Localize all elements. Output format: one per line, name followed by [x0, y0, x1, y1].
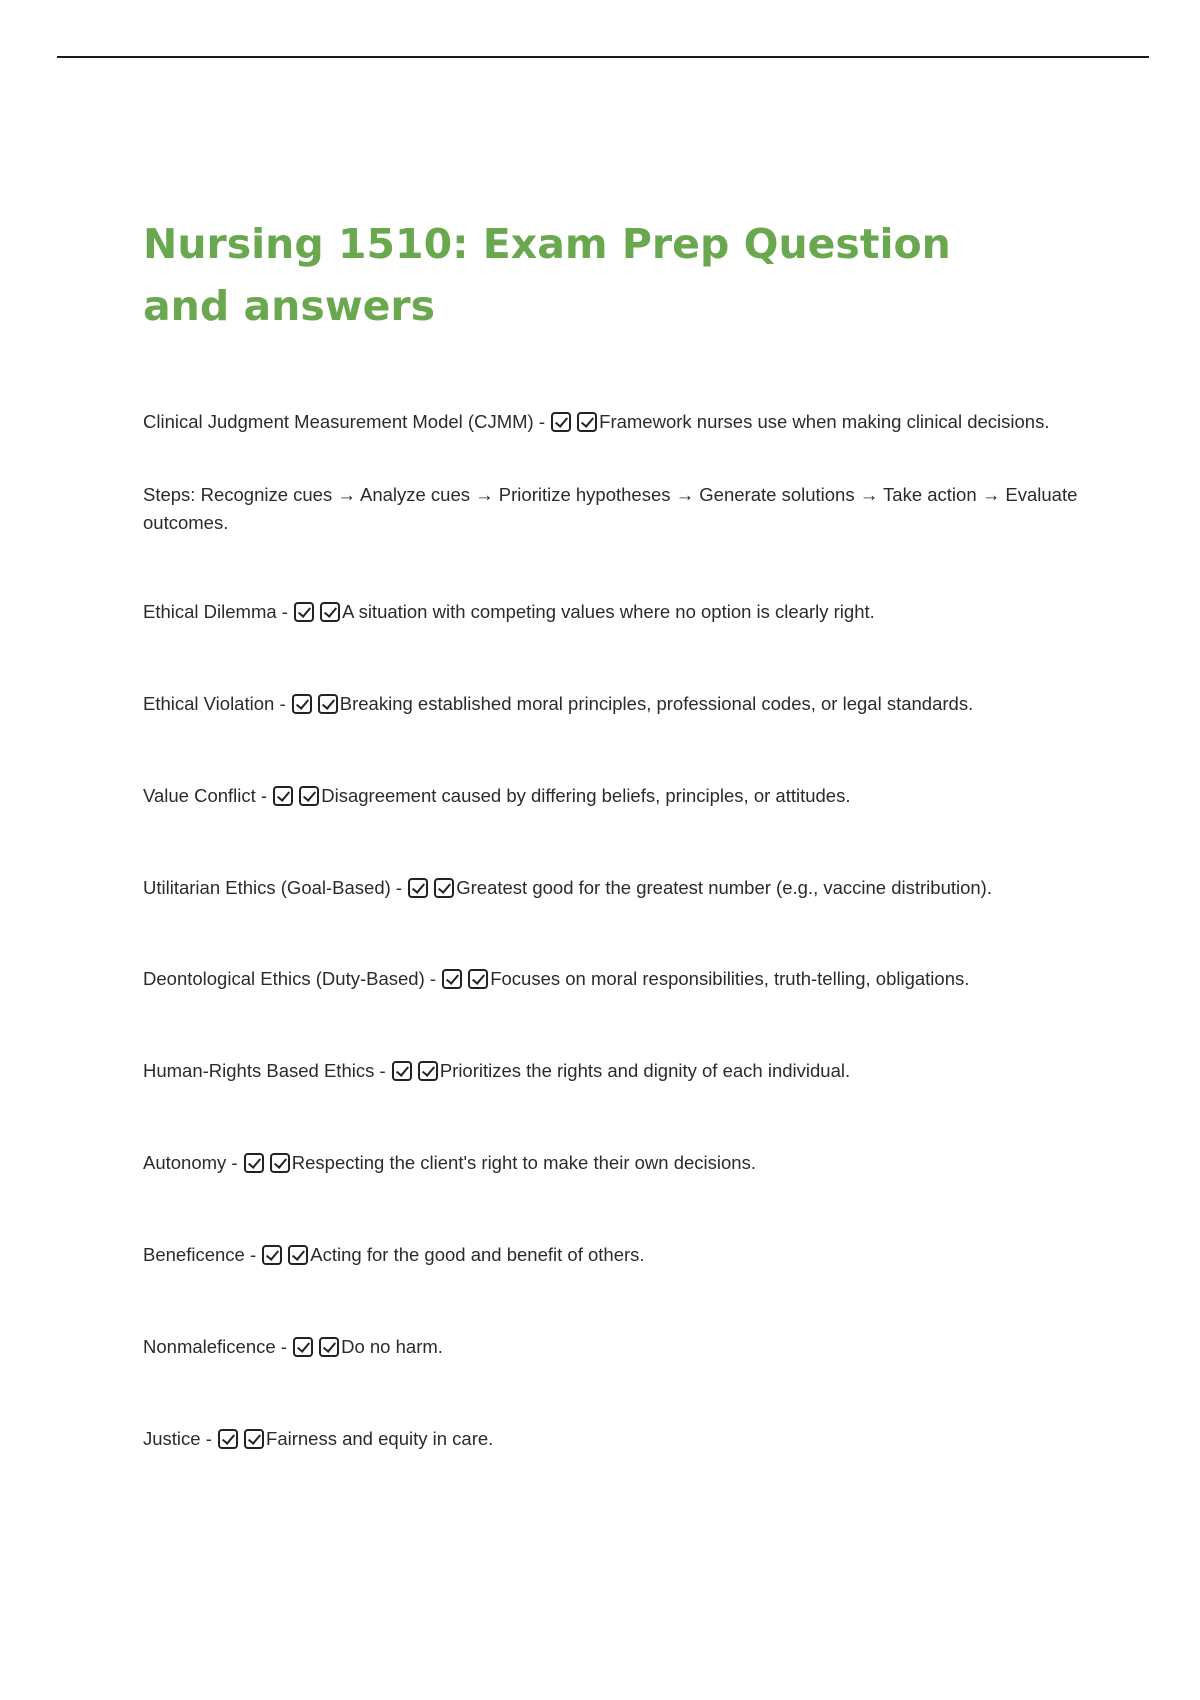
entry-cjmm [143, 408, 1083, 436]
entry-human-rights-ethics [143, 1057, 1083, 1085]
entry-separator: - [276, 601, 294, 622]
entry-term: Beneficence [143, 1244, 245, 1265]
entry-term: Clinical Judgment Measurement Model (CJMM) [143, 411, 534, 432]
checkbox-checked-icon [442, 969, 462, 989]
entry-separator: - [533, 411, 551, 432]
entry-nonmaleficence [143, 1333, 1083, 1361]
checkbox-checked-icon [244, 1429, 264, 1449]
checkbox-checked-icon [320, 602, 340, 622]
checkbox-checked-icon [288, 1245, 308, 1265]
entry-separator: - [390, 877, 408, 898]
checkbox-checked-icon [270, 1153, 290, 1173]
checkbox-checked-icon [244, 1153, 264, 1173]
header-rule [57, 56, 1149, 58]
entry-term: Deontological Ethics (Duty-Based) [143, 968, 425, 989]
entry-definition: Disagreement caused by differing beliefs, principles, or attitudes. [321, 785, 851, 806]
entry-definition: Breaking established moral principles, professional codes, or legal standards. [339, 693, 974, 714]
entry-ethical-violation [143, 690, 1083, 718]
entry-term: Ethical Dilemma [143, 601, 277, 622]
checkbox-checked-icon [408, 878, 428, 898]
checkbox-checked-icon [273, 786, 293, 806]
checkbox-checked-icon [292, 694, 312, 714]
checkbox-checked-icon [551, 412, 571, 432]
entry-term: Human-Rights Based Ethics [143, 1060, 375, 1081]
entry-definition: Fairness and equity in care. [266, 1428, 494, 1449]
entry-utilitarian-ethics [143, 874, 1083, 902]
checkbox-checked-icon [577, 412, 597, 432]
checkbox-checked-icon [468, 969, 488, 989]
entry-separator: - [226, 1152, 243, 1173]
entry-value-conflict [143, 782, 1083, 810]
entry-cjmm-steps [143, 481, 1083, 537]
entry-text: Steps: Recognize cues → Analyze cues → Prioritize hypotheses → Generate solutions → Take action → Evaluate outcomes. [143, 484, 1078, 533]
checkbox-checked-icon [319, 1337, 339, 1357]
entry-definition: Framework nurses use when making clinical decisions. [599, 411, 1050, 432]
entry-term: Utilitarian Ethics (Goal-Based) [143, 877, 391, 898]
checkbox-checked-icon [262, 1245, 282, 1265]
entry-separator: - [200, 1428, 218, 1449]
entry-definition: Respecting the client's right to make their own decisions. [291, 1152, 756, 1173]
entry-definition: Prioritizes the rights and dignity of each individual. [439, 1060, 851, 1081]
entry-justice [143, 1425, 1083, 1453]
entry-definition: Greatest good for the greatest number (e.g., vaccine distribution). [456, 877, 992, 898]
page-title: Nursing 1510: Exam Prep Question and answers [143, 220, 951, 330]
entry-separator: - [374, 1060, 391, 1081]
entry-definition: Do no harm. [341, 1336, 443, 1357]
entry-separator: - [275, 1336, 293, 1357]
entry-term: Justice [143, 1428, 201, 1449]
entry-term: Nonmaleficence [143, 1336, 276, 1357]
entry-deontological-ethics [143, 965, 1083, 993]
checkbox-checked-icon [434, 878, 454, 898]
checkbox-checked-icon [299, 786, 319, 806]
entry-term: Ethical Violation [143, 693, 275, 714]
entry-term: Autonomy [143, 1152, 227, 1173]
entry-autonomy [143, 1149, 1083, 1177]
entry-separator: - [274, 693, 291, 714]
entry-definition: A situation with competing values where no option is clearly right. [342, 601, 875, 622]
checkbox-checked-icon [293, 1337, 313, 1357]
entry-separator: - [244, 1244, 262, 1265]
checkbox-checked-icon [318, 694, 338, 714]
checkbox-checked-icon [418, 1061, 438, 1081]
entry-definition: Acting for the good and benefit of others. [310, 1244, 645, 1265]
entry-term: Value Conflict [143, 785, 256, 806]
entry-separator: - [255, 785, 273, 806]
checkbox-checked-icon [294, 602, 314, 622]
entry-definition: Focuses on moral responsibilities, truth-telling, obligations. [490, 968, 970, 989]
checkbox-checked-icon [392, 1061, 412, 1081]
checkbox-checked-icon [218, 1429, 238, 1449]
entry-separator: - [424, 968, 442, 989]
entry-beneficence [143, 1241, 1083, 1269]
entry-ethical-dilemma [143, 598, 1083, 626]
